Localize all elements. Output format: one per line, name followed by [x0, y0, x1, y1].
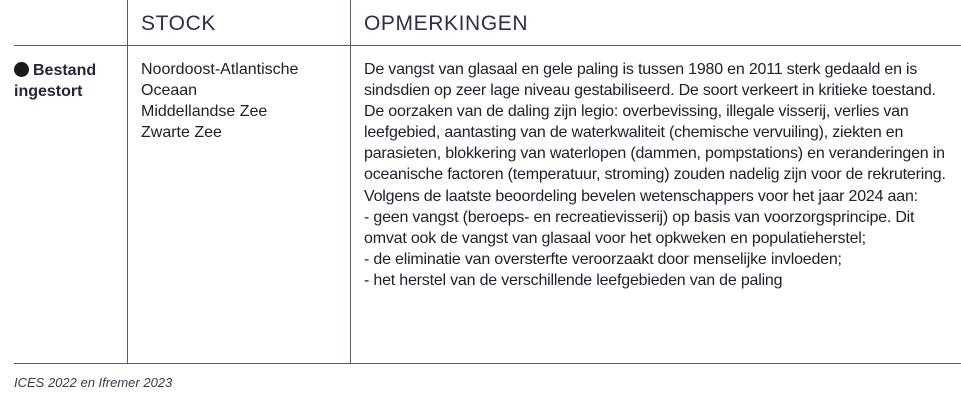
- stock-line: Middellandse Zee: [141, 103, 268, 120]
- remarks-paragraph: - de eliminatie van oversterfte veroorzaakt door menselijke invloeden;: [364, 250, 842, 268]
- status-label: ingestort: [14, 83, 83, 100]
- remarks-cell: [364, 59, 958, 291]
- remarks-paragraph: - geen vangst (beroeps- en recreatievisserij) op basis van voorzorgsprincipe. Dit omvat ook de vangst van glasaal voor het opkweken en populatieherstel;: [364, 208, 915, 247]
- source-note: ICES 2022 en Ifremer 2023: [14, 375, 173, 390]
- stock-table: [14, 0, 961, 364]
- column-header-remarks: OPMERKINGEN: [364, 12, 529, 35]
- remarks-paragraph: Volgens de laatste beoordeling bevelen wetenschappers voor het jaar 2024 aan:: [364, 187, 918, 205]
- remarks-paragraph: De vangst van glasaal en gele paling is tussen 1980 en 2011 sterk gedaald en is sindsdien op zeer lage niveau gestabiliseerd. De soort verkeert in kritieke toestand.: [364, 61, 936, 100]
- status-label: Bestand: [33, 62, 97, 79]
- stock-line: Noordoost-Atlantische: [141, 61, 299, 78]
- stock-line: Zwarte Zee: [141, 124, 222, 141]
- remarks-paragraph: De oorzaken van de daling zijn legio: overbevissing, illegale visserij, verlies van leefgebied, aantasting van de waterkwaliteit (chemische vervuiling), ziekten en parasieten, blokkering van waterlopen (dammen, pompstations) en veranderingen in oceanische factoren (temperatuur, stroming) zouden nadelig zijn voor de rekrutering.: [364, 103, 946, 184]
- stock-line: Oceaan: [141, 82, 198, 99]
- filled-circle-icon: [14, 62, 29, 77]
- column-header-stock: STOCK: [141, 12, 216, 35]
- stock-cell: [141, 59, 346, 143]
- remarks-paragraph: - het herstel van de verschillende leefgebieden van de paling: [364, 271, 783, 289]
- table-header-row: [14, 0, 961, 46]
- status-cell: [14, 60, 122, 102]
- column-divider: [127, 0, 128, 364]
- column-divider: [350, 0, 351, 364]
- table-bottom-border: [14, 363, 961, 364]
